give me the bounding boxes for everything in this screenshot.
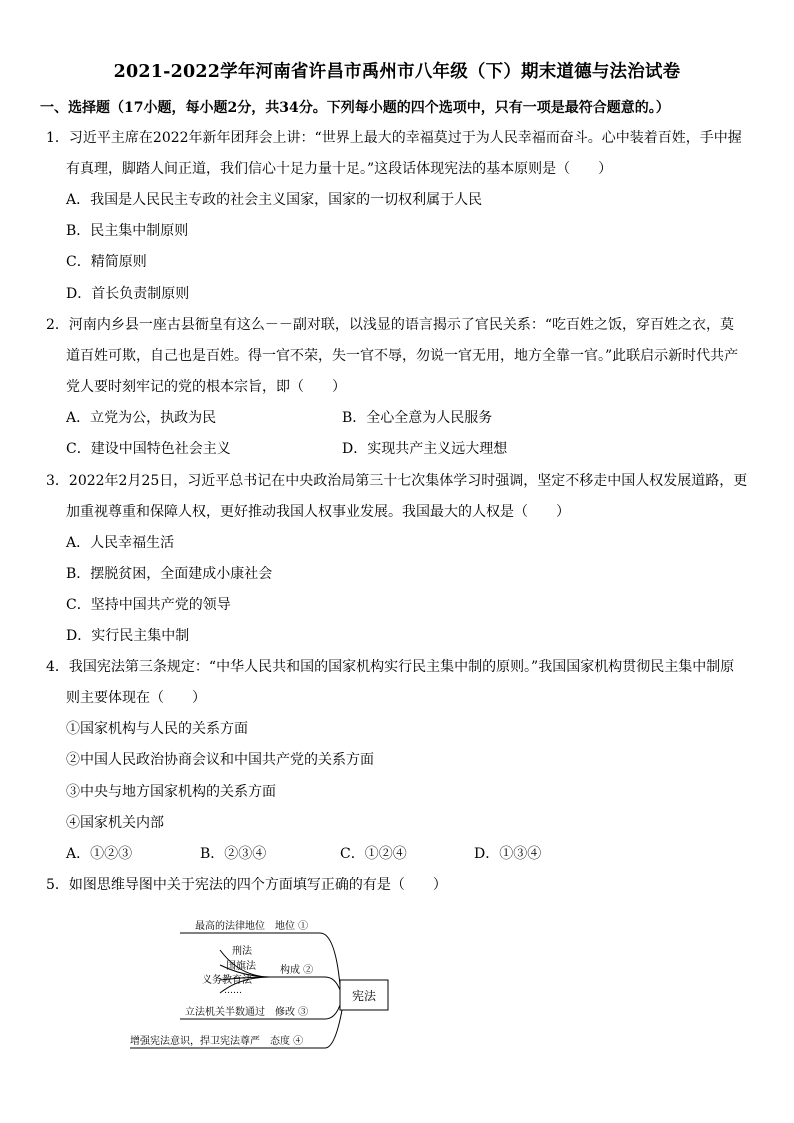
option-a: A．①②③ xyxy=(66,846,133,862)
sub-item: 义务教育法 xyxy=(202,975,252,986)
statement-item: ①国家机构与人民的关系方面 xyxy=(66,721,248,737)
branch-line-2 xyxy=(270,977,340,990)
option-d: D．实行民主集中制 xyxy=(66,628,190,644)
question-text: 4．我国宪法第三条规定：“中华人民共和国的国家机构实行民主集中制的原则。”我国国家机构贯彻民主集中制原 xyxy=(46,659,735,675)
question-text: 加重视尊重和保障人权，更好推动我国人权事业发展。我国最大的人权是（ ） xyxy=(66,504,570,520)
option-a: A．立党为公，执政为民 xyxy=(66,410,217,426)
branch-label-2: 构成 ② xyxy=(280,965,314,976)
question-text: 党人要时刻牢记的党的根本宗旨，即（ ） xyxy=(66,379,346,395)
center-label: 宪法 xyxy=(351,989,377,1003)
statement-item: ④国家机关内部 xyxy=(66,815,164,831)
section-heading: 一、选择题（17小题，每小题2分，共34分。下列每小题的四个选项中，只有一项是最符合题意的。） xyxy=(40,100,670,116)
question-text: 道百姓可欺，自己也是百姓。得一官不荣，失一官不辱，勿说一官无用，地方全靠一官。”此联启示新时代共产 xyxy=(66,348,739,364)
question-text: 2．河南内乡县一座古县衙皇有这么－－副对联，以浅显的语言揭示了官民关系：“吃百姓之饭，穿百姓之衣，莫 xyxy=(46,317,735,333)
option-c: C．建设中国特色社会主义 xyxy=(66,441,231,457)
option-d: D．①③④ xyxy=(474,846,542,862)
option-b: B．摆脱贫困，全面建成小康社会 xyxy=(66,566,273,582)
question-text: 有真理，脚踏人间正道，我们信心十足力量十足。”这段话体现宪法的基本原则是（ ） xyxy=(66,161,613,177)
option-c: C．精简原则 xyxy=(66,254,147,270)
statement-item: ③中央与地方国家机构的关系方面 xyxy=(66,784,276,800)
option-c: C．①②④ xyxy=(340,846,407,862)
option-b: B．全心全意为人民服务 xyxy=(342,410,493,426)
option-a: A．我国是人民民主专政的社会主义国家，国家的一切权利属于人民 xyxy=(66,192,483,208)
branch-label-1: 最高的法律地位 地位 ① xyxy=(195,921,309,932)
sub-item: 国旗法 xyxy=(226,961,256,972)
option-a: A．人民幸福生活 xyxy=(66,535,175,551)
question-text: 3．2022年2月25日，习近平总书记在中央政治局第三十七次集体学习时强调，坚定不移走中国人权发展道路，更 xyxy=(46,473,748,489)
page-title: 2021-2022学年河南省许昌市禹州市八年级（下）期末道德与法治试卷 xyxy=(113,62,681,82)
question-text: 则主要体现在（ ） xyxy=(66,690,206,706)
sub-item: …… xyxy=(224,986,242,996)
constitution-mind-map xyxy=(120,905,400,1055)
option-b: B．②③④ xyxy=(200,846,267,862)
option-b: B．民主集中制原则 xyxy=(66,223,189,239)
branch-label-3: 立法机关半数通过 修改 ③ xyxy=(185,1007,309,1018)
question-text: 5．如图思维导图中关于宪法的四个方面填写正确的有是（ ） xyxy=(46,877,447,893)
sub-item: 刑法 xyxy=(232,946,252,957)
question-text: 1．习近平主席在2022年新年团拜会上讲：“世界上最大的幸福莫过于为人民幸福而奋斗。心中装着百姓，手中握 xyxy=(46,130,742,146)
option-c: C．坚持中国共产党的领导 xyxy=(66,597,231,613)
branch-label-4: 增强宪法意识，捍卫宪法尊严 态度 ④ xyxy=(130,1036,304,1047)
option-d: D．首长负责制原则 xyxy=(66,286,190,302)
statement-item: ②中国人民政治协商会议和中国共产党的关系方面 xyxy=(66,752,374,768)
option-d: D．实现共产主义远大理想 xyxy=(342,441,508,457)
